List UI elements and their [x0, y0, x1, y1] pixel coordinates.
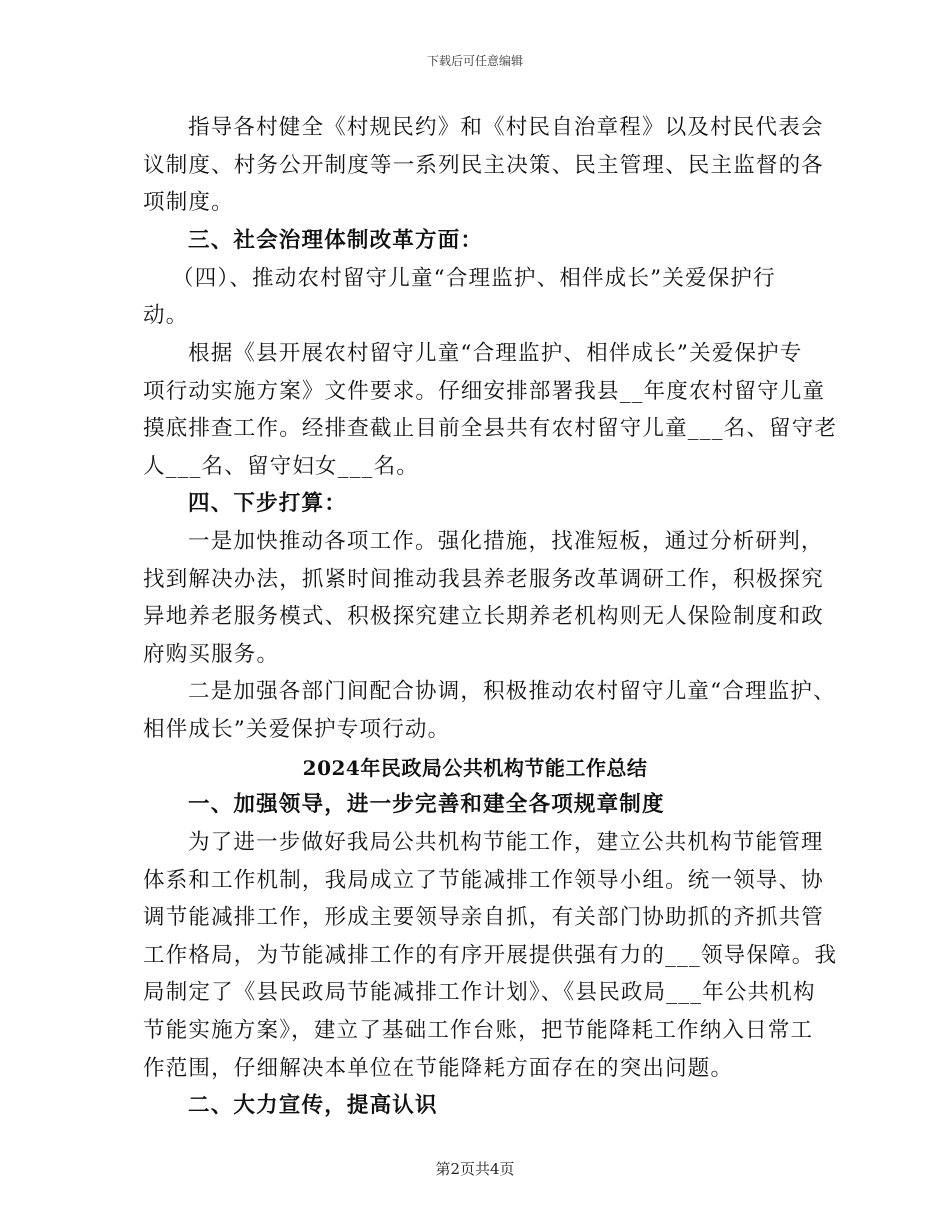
body-line: 体系和工作机制，我局成立了节能减排工作领导小组。统一领导、协 [143, 868, 825, 893]
body-line: 摸底排查工作。经排查截止目前全县共有农村留守儿童___名、留守老 [143, 416, 838, 441]
body-line: 项制度。 [143, 190, 234, 215]
body-line: 找到解决办法，抓紧时间推动我县养老服务改革调研工作，积极探究 [143, 567, 825, 592]
body-line: 指导各村健全《村规民约》和《村民自治章程》以及村民代表会 [188, 115, 824, 140]
body-line: （四）、推动农村留守儿童“合理监护、相伴成长”关爱保护行 [172, 266, 776, 291]
body-line: 局制定了《县民政局节能减排工作计划》、《县民政局___年公共机构 [143, 980, 816, 1005]
section-heading: 一、加强领导，进一步完善和建全各项规章制度 [188, 792, 665, 817]
body-line: 二是加强各部门间配合协调，积极推动农村留守儿童“合理监护、 [188, 679, 836, 704]
body-line: 人___名、留守妇女___名。 [143, 454, 420, 479]
body-line: 相伴成长”关爱保护专项行动。 [143, 717, 451, 742]
page-footer: 第2页共4页 [435, 1160, 515, 1178]
body-line: 节能实施方案》，建立了基础工作台账，把节能降耗工作纳入日常工 [143, 1018, 814, 1043]
body-line: 工作格局，为节能减排工作的有序开展提供强有力的___领导保障。我 [143, 943, 838, 968]
page-header: 下载后可任意编辑 [426, 54, 523, 68]
section-heading: 三、社会治理体制改革方面： [188, 228, 484, 253]
section-heading: 二、大力宣传，提高认识 [188, 1093, 438, 1118]
section-heading: 四、下步打算： [188, 491, 347, 516]
body-line: 根据《县开展农村留守儿童“合理监护、相伴成长”关爱保护专 [188, 341, 803, 366]
body-line: 作范围，仔细解决本单位在节能降耗方面存在的突出问题。 [143, 1056, 734, 1081]
body-line: 府购买服务。 [143, 642, 280, 667]
body-line: 项行动实施方案》文件要求。仔细安排部署我县__年度农村留守儿童 [143, 379, 826, 404]
body-line: 异地养老服务模式、积极探究建立长期养老机构则无人保险制度和政 [143, 604, 825, 629]
body-line: 议制度、村务公开制度等一系列民主决策、民主管理、民主监督的各 [143, 153, 825, 178]
body-line: 为了进一步做好我局公共机构节能工作，建立公共机构节能管理 [188, 830, 824, 855]
document-title: 2024年民政局公共机构节能工作总结 [302, 756, 648, 780]
body-line: 一是加快推动各项工作。强化措施，找准短板，通过分析研判， [188, 529, 824, 554]
body-line: 调节能减排工作，形成主要领导亲自抓，有关部门协助抓的齐抓共管 [143, 905, 825, 930]
body-line: 动。 [143, 303, 189, 328]
